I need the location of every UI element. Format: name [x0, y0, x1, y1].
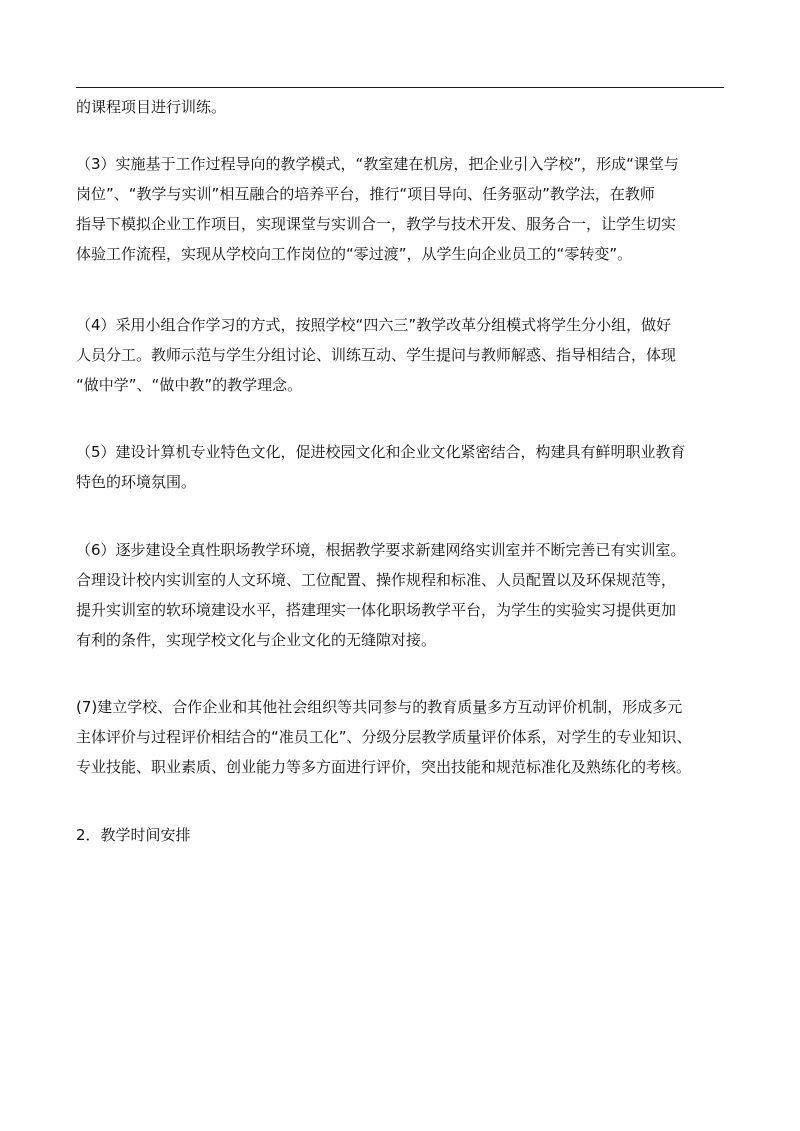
paragraph-item-6: （6）逐步建设全真性职场教学环境，根据教学要求新建网络实训室并不断完善已有实训室。 合理设计校内实训室的人文环境、工位配置、操作规程和标准、人员配置以及环保规范等， 提升实训室的软环境建设水平，搭建理实一体化职场教学平台，为学生的实验实习提供更加 有利的条件，实现学校文化与企业文化的无缝隙对接。 [76, 541, 686, 649]
paragraph-item-3: （3）实施基于工作过程导向的教学模式，“教室建在机房，把企业引入学校”，形成“课堂与 岗位”、“教学与实训”相互融合的培养平台，推行“项目导向、任务驱动”教学法，在教师 指导下模拟企业工作项目，实现课堂与实训合一，教学与技术开发、服务合一，让学生切实 体验工作流程，实现从学校向工作岗位的“零过渡”，从学生向企业员工的“零转变”。 [76, 155, 679, 263]
paragraph-continuation: 的课程项目进行训练。 [76, 98, 227, 116]
section-heading: 2．教学时间安排 [76, 826, 191, 844]
header-rule [76, 87, 724, 88]
paragraph-item-7: (7)建立学校、合作企业和其他社会组织等共同参与的教育质量多方互动评价机制，形成多元 主体评价与过程评价相结合的“准员工化”、分级分层教学质量评价体系，对学生的专业知识、 专业技能、职业素质、创业能力等多方面进行评价，突出技能和规范标准化及熟练化的考核。 [76, 698, 692, 776]
paragraph-item-4: （4）采用小组合作学习的方式，按照学校“四六三”教学改革分组模式将学生分小组，做好 人员分工。教师示范与学生分组讨论、训练互动、学生提问与教师解惑、指导相结合，体现 “做中学”、“做中教”的教学理念。 [76, 316, 677, 394]
paragraph-item-5: （5）建设计算机专业特色文化，促进校园文化和企业文化紧密结合，构建具有鲜明职业教育 特色的环境氛围。 [76, 443, 686, 491]
